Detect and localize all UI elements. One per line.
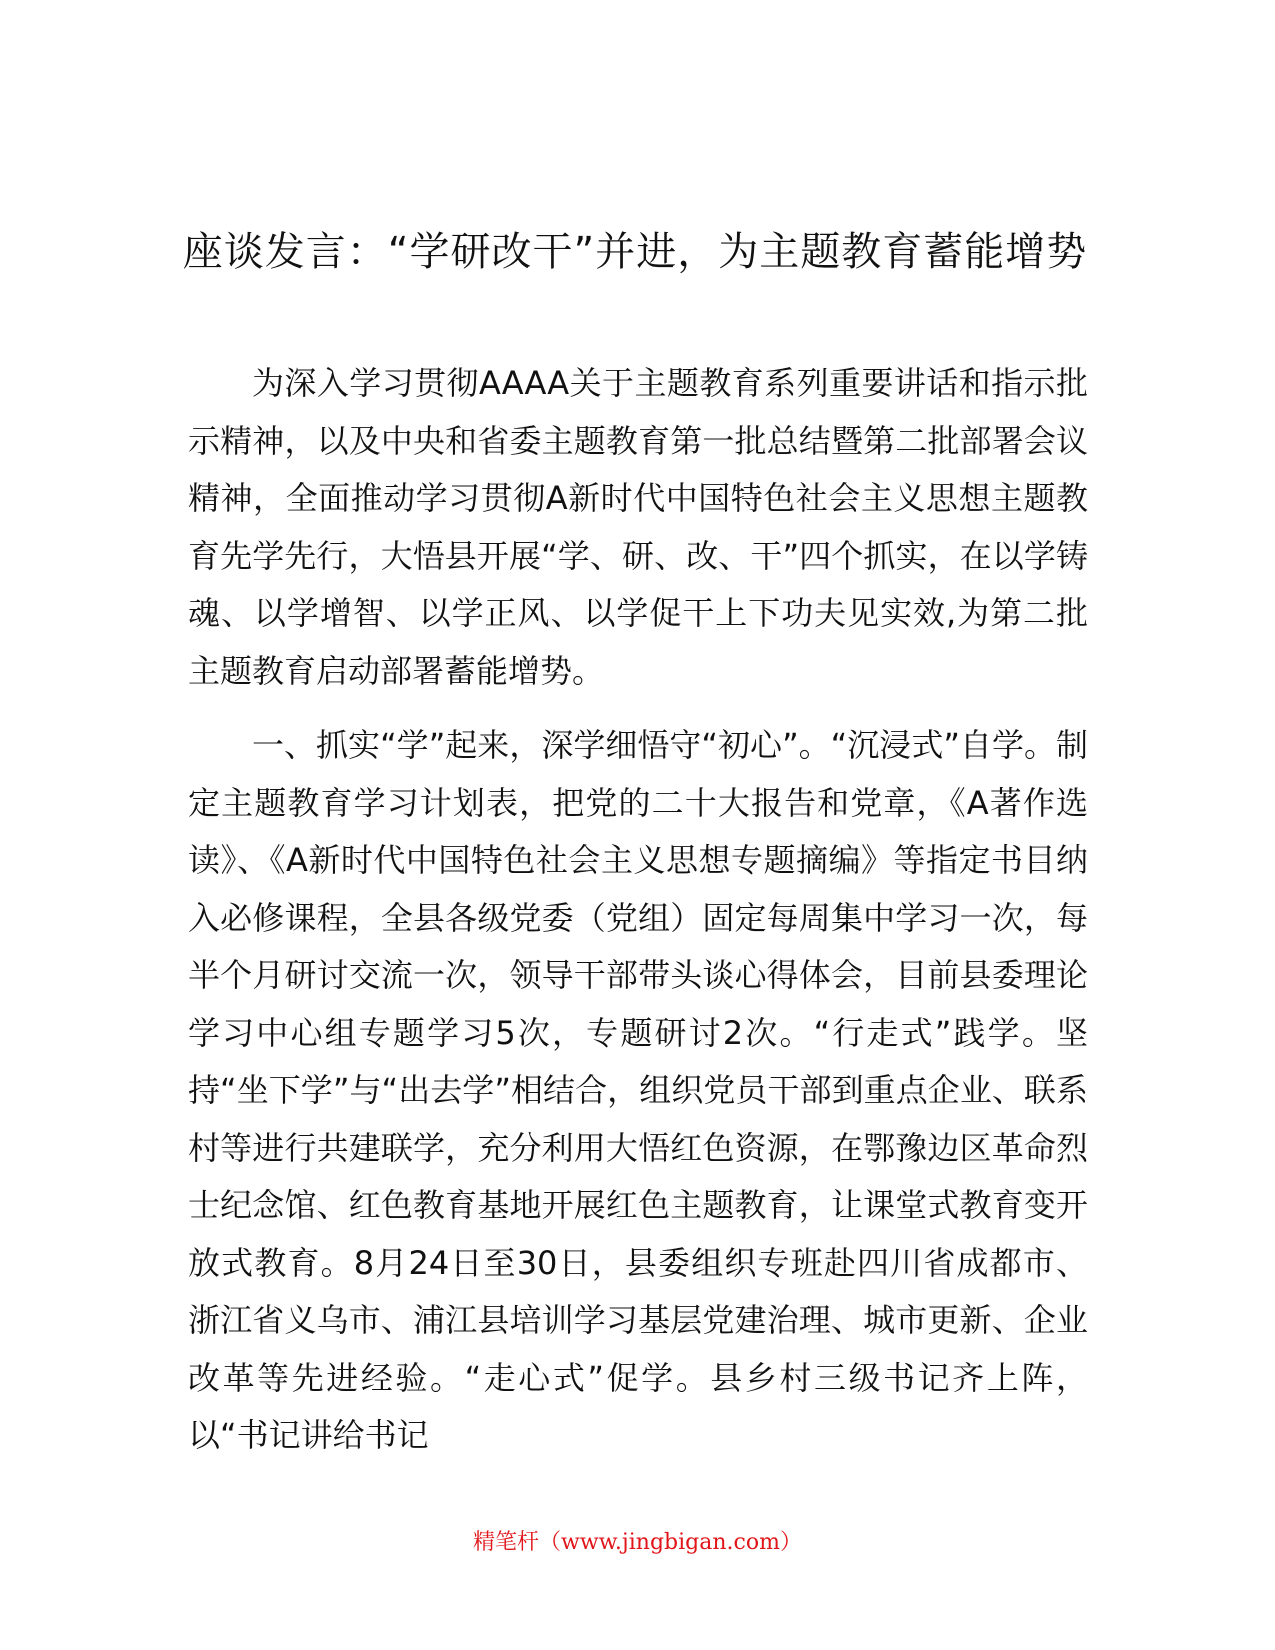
document-title: 座谈发言：“学研改干”并进，为主题教育蓄能增势	[182, 229, 1088, 275]
watermark-footer: 精笔杆（www.jingbigan.com）	[473, 1530, 802, 1555]
paragraph-intro: 为深入学习贯彻AAAA关于主题教育系列重要讲话和指示批示精神，以及中央和省委主题教育第一批总结暨第二批部署会议精神，全面推动学习贯彻A新时代中国特色社会主义思想主题教育先学先行，大悟县开展“学、研、改、干”四个抓实，在以学铸魂、以学增智、以学正风、以学促干上下功夫见实效,为第二批主题教育启动部署蓄能增势。	[188, 364, 1088, 690]
paragraph-section-one: 一、抓实“学”起来，深学细悟守“初心”。“沉浸式”自学。制定主题教育学习计划表，把党的二十大报告和党章，《A著作选读》、《A新时代中国特色社会主义思想专题摘编》等指定书目纳入必修课程，全县各级党委（党组）固定每周集中学习一次，每半个月研讨交流一次，领导干部带头谈心得体会，目前县委理论学习中心组专题学习5次，专题研讨2次。“行走式”践学。坚持“坐下学”与“出去学”相结合，组织党员干部到重点企业、联系村等进行共建联学，充分利用大悟红色资源，在鄂豫边区革命烈士纪念馆、红色教育基地开展红色主题教育，让课堂式教育变开放式教育。8月24日至30日，县委组织专班赴四川省成都市、浙江省义乌市、浦江县培训学习基层党建治理、城市更新、企业改革等先进经验。“走心式”促学。县乡村三级书记齐上阵，以“书记讲给书记	[188, 726, 1088, 1454]
